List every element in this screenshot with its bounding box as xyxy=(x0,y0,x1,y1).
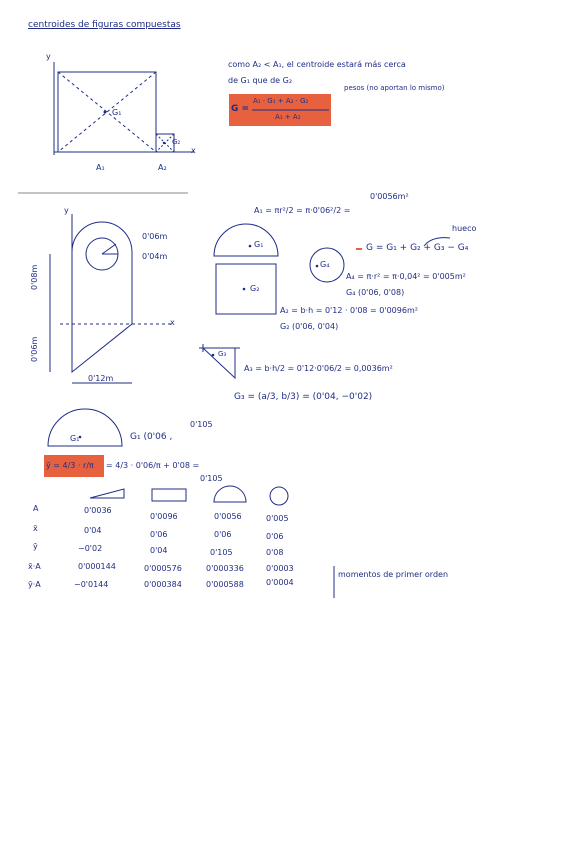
g3-coords: G₃ = (a/3, b/3) = (0'04, −0'02) xyxy=(234,392,373,402)
s2-g4: G₄ xyxy=(320,260,330,269)
cell-c1-r3: −0'02 xyxy=(78,544,103,553)
table-note: momentos de primer orden xyxy=(338,570,449,579)
row-label-ya: ȳ·A xyxy=(28,580,41,589)
cell-c2-r4: 0'000576 xyxy=(144,564,182,573)
g2-coords: G₂ (0'06, 0'04) xyxy=(280,322,339,331)
a2-formula: A₂ = b·h = 0'12 · 0'08 = 0'0096m² xyxy=(280,306,418,315)
formula-numerator: A₁ · G₁ + A₂ · G₂ xyxy=(253,97,309,105)
ybar-rest: = 4/3 · 0'06/π + 0'08 = xyxy=(106,461,200,470)
cell-c3-r5: 0'000588 xyxy=(206,580,244,589)
cell-c4-r4: 0'0003 xyxy=(266,564,294,573)
cell-c3-r3: 0'105 xyxy=(210,548,233,557)
row-label-xa: x̄·A xyxy=(28,562,41,571)
a3-formula: A₃ = b·h/2 = 0'12·0'06/2 = 0,0036m² xyxy=(244,364,393,373)
s1-label-g1: G₁ xyxy=(112,108,122,117)
cell-c1-r4: 0'000144 xyxy=(78,562,116,571)
g1-label: G₁ (0'06 , xyxy=(130,432,173,442)
g-sum: G = G₁ + G₂ + G₃ − G₄ xyxy=(366,243,469,253)
s1-note-pesos: pesos (no aportan lo mismo) xyxy=(344,84,445,92)
s1-label-g2: G₂ xyxy=(172,138,181,146)
s1-note-line1: como A₂ < A₁, el centroide estará más cerca xyxy=(228,60,406,69)
s2-g1: G₁ xyxy=(254,240,264,249)
cell-c2-r5: 0'000384 xyxy=(144,580,182,589)
dim-h2: 0'06m xyxy=(30,336,39,362)
page-title: centroides de figuras compuestas xyxy=(28,20,181,30)
s1-label-a1: A₁ xyxy=(96,163,105,172)
s1-axis-y: y xyxy=(46,52,51,61)
cell-c1-r2: 0'04 xyxy=(84,526,102,535)
cell-c1-r1: 0'0036 xyxy=(84,506,112,515)
cell-c4-r5: 0'0004 xyxy=(266,578,294,587)
cell-c1-r5: −0'0144 xyxy=(74,580,109,589)
dim-r2: 0'04m xyxy=(142,252,168,261)
dim-r1: 0'06m xyxy=(142,232,168,241)
s1-note-line2: de G₁ que de G₂ xyxy=(228,76,293,85)
cell-c3-r4: 0'000336 xyxy=(206,564,244,573)
a4-formula: A₄ = π·r² = π·0,04² = 0'005m² xyxy=(346,272,466,281)
dim-h1: 0'08m xyxy=(30,264,39,290)
row-label-a: A xyxy=(33,504,39,513)
s2-g1-bottom: G₁ xyxy=(70,434,80,443)
cell-c2-r3: 0'04 xyxy=(150,546,168,555)
cell-c4-r2: 0'06 xyxy=(266,532,284,541)
ybar-formula: ȳ = 4/3 · r/π xyxy=(46,461,94,470)
s2-axis-y: y xyxy=(64,206,69,215)
row-label-ybar: ȳ xyxy=(33,542,38,551)
a1-value: 0'0056m² xyxy=(370,192,409,201)
dim-w: 0'12m xyxy=(88,374,114,383)
hueco-label: hueco xyxy=(452,224,477,233)
g1-top: 0'105 xyxy=(190,420,213,429)
cell-c2-r2: 0'06 xyxy=(150,530,168,539)
cell-c3-r1: 0'0056 xyxy=(214,512,242,521)
formula-g: G = xyxy=(231,104,250,114)
s1-label-a2: A₂ xyxy=(158,163,167,172)
formula-denominator: A₁ + A₂ xyxy=(275,113,301,121)
cell-c3-r2: 0'06 xyxy=(214,530,232,539)
g4-coords: G₄ (0'06, 0'08) xyxy=(346,288,405,297)
cell-c4-r3: 0'08 xyxy=(266,548,284,557)
s2-g2: G₂ xyxy=(250,284,260,293)
s2-axis-x: x xyxy=(170,318,175,327)
cell-c2-r1: 0'0096 xyxy=(150,512,178,521)
ybar-result: 0'105 xyxy=(200,474,223,483)
a1-formula: A₁ = πr²/2 = π·0'06²/2 = xyxy=(254,206,351,215)
cell-c4-r1: 0'005 xyxy=(266,514,289,523)
row-label-xbar: x̄ xyxy=(33,524,38,533)
s2-g3: G₃ xyxy=(218,350,227,358)
s1-axis-x: x xyxy=(191,146,196,155)
